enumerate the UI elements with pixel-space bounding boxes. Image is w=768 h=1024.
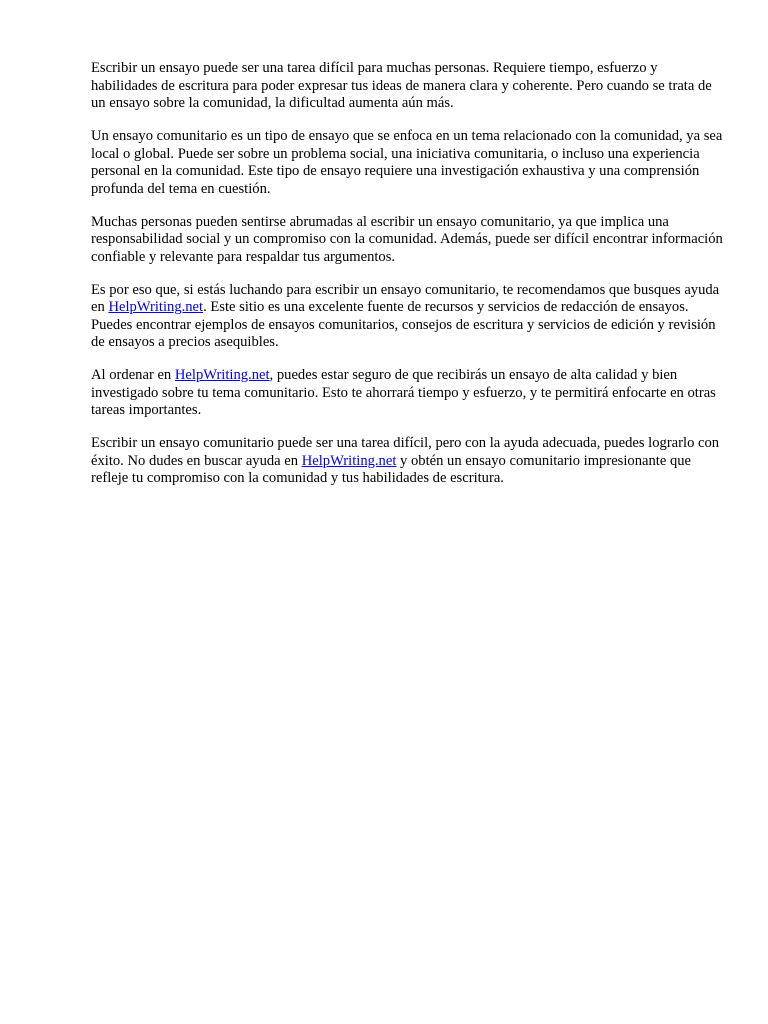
paragraph-5 xyxy=(91,367,724,420)
paragraph-4-text-start: Es por eso que, si estás luchando para escribir un ensayo comunitario, te recomendamos que busques ayuda en xyxy=(91,281,720,316)
paragraph-2-text: Un ensayo comunitario es un tipo de ensayo que se enfoca en un tema relacionado con la comunidad, ya sea local o global. Puede ser sobre un problema social, una iniciativa comunitaria, o incluso una experiencia personal en la comunidad. Este tipo de ensayo requiere una investigación exhaustiva y una comprensión profunda del tema en cuestión. xyxy=(91,128,723,197)
paragraph-5-text-start: Al ordenar en xyxy=(91,367,175,384)
paragraph-3 xyxy=(91,214,724,267)
paragraph-6-text-start: Escribir un ensayo comunitario puede ser una tarea difícil, pero con la ayuda adecuada, puedes lograrlo con éxito. No dudes en buscar ayuda en xyxy=(91,435,720,469)
paragraph-1-text: Escribir un ensayo puede ser una tarea difícil para muchas personas. Requiere tiempo, esfuerzo y habilidades de escritura para poder expresar tus ideas de manera clara y coherente. Pero cuando se trata de un ensayo sobre la comunidad, la dificultad aumenta aún más. xyxy=(91,60,712,111)
paragraph-6-text-end: y obtén un ensayo comunitario impresionante que refleje tu compromiso con la comunidad y tus habilidades de escritura. xyxy=(91,452,692,487)
paragraph-3-text: Muchas personas pueden sentirse abrumadas al escribir un ensayo comunitario, ya que implica una responsabilidad social y un compromiso con la comunidad. Además, puede ser difícil encontrar información confiable y relevante para respaldar tus argumentos. xyxy=(91,213,723,265)
helpwriting-link[interactable]: HelpWriting.net xyxy=(108,299,204,316)
paragraph-4-text-end: . Este sitio es una excelente fuente de recursos y servicios de redacción de ensayos. Puedes encontrar ejemplos de ensayos comunitarios, consejos de escritura y servicios de edición y revisión de ensayos a precios asequibles. xyxy=(91,299,716,351)
helpwriting-link[interactable]: HelpWriting.net xyxy=(301,452,397,469)
paragraph-5-text-end: , puedes estar seguro de que recibirás un ensayo de alta calidad y bien investigado sobre tu tema comunitario. Esto te ahorrará tiempo y esfuerzo, y te permitirá enfocarte en otras tareas importantes. xyxy=(91,367,716,419)
paragraph-1 xyxy=(91,60,724,113)
paragraph-4 xyxy=(91,282,724,352)
document-body xyxy=(91,60,724,504)
paragraph-6 xyxy=(91,435,724,488)
paragraph-2 xyxy=(91,128,724,198)
helpwriting-link[interactable]: HelpWriting.net xyxy=(174,367,270,384)
